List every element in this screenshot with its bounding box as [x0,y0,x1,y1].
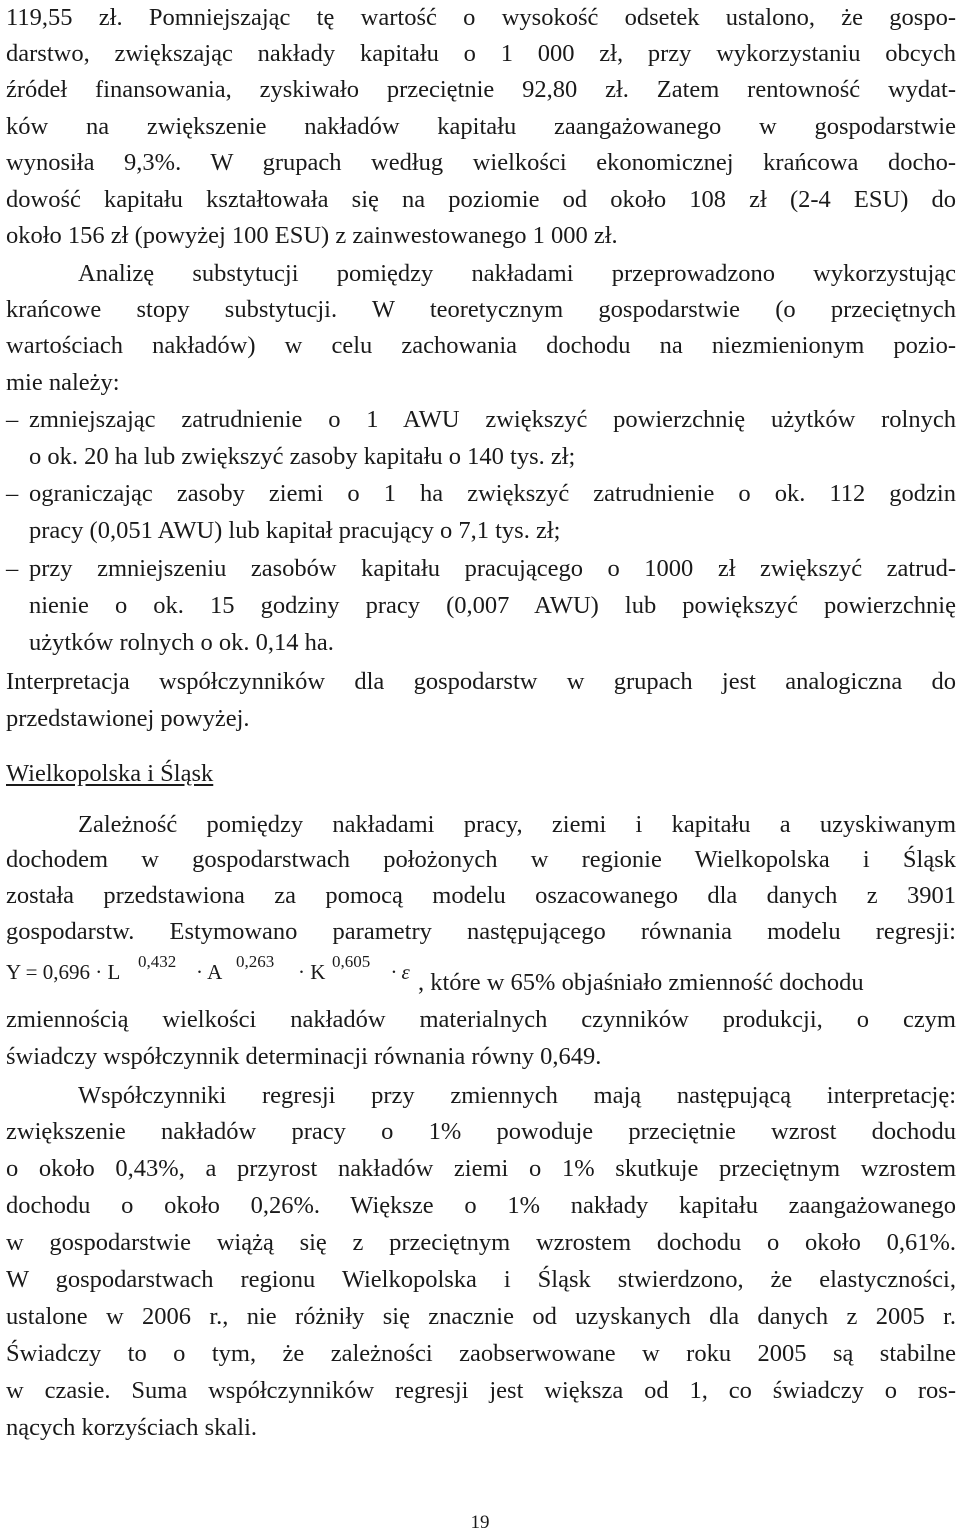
paragraph-line: przedstawionej powyżej. [6,705,250,732]
paragraph-line: świadczy współczynnik determinacji równania równy 0,649. [6,1043,602,1070]
paragraph-line: została przedstawiona za pomocą modelu oszacowanego dla danych z 3901 [6,882,956,909]
paragraph-line: ków na zwiększenie nakładów kapitału zaangażowanego w gospodarstwie [6,113,956,140]
paragraph-line: wynosiła 9,3%. W grupach według wielkości ekonomicznej krańcowa docho- [6,149,956,176]
paragraph-line: 119,55 zł. Pomniejszając tę wartość o wysokość odsetek ustalono, że gospo- [6,4,956,31]
paragraph-line: Interpretacja współczynników dla gospodarstw w grupach jest analogiczna do [6,668,956,695]
formula-line [6,950,956,996]
bullet-marker: – [6,555,19,582]
paragraph-line: około 156 zł (powyżej 100 ESU) z zainwestowanego 1 000 zł. [6,222,618,249]
paragraph-line: ustalone w 2006 r., nie różniły się znacznie od uzyskanych dla danych z 2005 r. [6,1303,956,1330]
formula-A: · A [196,960,223,984]
paragraph-line: mie należy: [6,369,120,396]
formula-K: · K [298,960,326,984]
paragraph-line: Zależność pomiędzy nakładami pracy, ziemi i kapitału a uzyskiwanym [78,811,956,838]
formula-lhs: Y = 0,696 · L [6,960,121,984]
formula-epsilon: · ε [391,960,410,984]
formula-exponent-A: 0,263 [236,952,275,971]
paragraph-line: w czasie. Suma współczynników regresji jest większa od 1, co świadczy o ros- [6,1377,956,1404]
paragraph-line: W gospodarstwach regionu Wielkopolska i Śląsk stwierdzono, że elastyczności, [6,1266,956,1293]
paragraph-line: dowość kapitału kształtowała się na poziomie od około 108 zł (2-4 ESU) do [6,186,956,213]
section-heading: Wielkopolska i Śląsk [6,760,214,787]
list-item-line: użytków rolnych o ok. 0,14 ha. [29,629,334,656]
paragraph-line: zwiększenie nakładów pracy o 1% powoduje przeciętnie wzrost dochodu [6,1118,956,1145]
page-number: 19 [470,1512,490,1533]
formula-trailing-text: , które w 65% objaśniało zmienność dochodu [418,969,864,996]
list-item-line: zmniejszając zatrudnienie o 1 AWU zwiększyć powierzchnię użytków rolnych [29,406,956,433]
bullet-marker: – [6,406,19,433]
list-item-line: pracy (0,051 AWU) lub kapitał pracujący o 7,1 tys. zł; [29,517,561,544]
paragraph-line: Analizę substytucji pomiędzy nakładami przeprowadzono wykorzystując [78,260,956,287]
paragraph-line: o około 0,43%, a przyrost nakładów ziemi o 1% skutkuje przeciętnym wzrostem [6,1155,956,1182]
paragraph-line: dochodu o około 0,26%. Większe o 1% nakłady kapitału zaangażowanego [6,1192,956,1219]
formula-exponent-L: 0,432 [138,952,177,971]
paragraph-line: w gospodarstwie wiążą się z przeciętnym wzrostem dochodu o około 0,61%. [6,1229,956,1256]
paragraph-line: nących korzyściach skali. [6,1414,258,1441]
bullet-marker: – [6,480,19,507]
paragraph-line: darstwo, zwiększając nakłady kapitału o 1 000 zł, przy wykorzystaniu obcych [6,40,956,67]
paragraph-line: wartościach nakładów) w celu zachowania dochodu na niezmienionym pozio- [6,332,956,359]
list-item-line: przy zmniejszeniu zasobów kapitału pracującego o 1000 zł zwiększyć zatrud- [29,555,956,582]
paragraph-line: Świadczy to o tym, że zależności zaobserwowane w roku 2005 są stabilne [6,1340,956,1367]
paragraph-line: dochodem w gospodarstwach położonych w regionie Wielkopolska i Śląsk [6,846,956,873]
formula-exponent-K: 0,605 [332,952,371,971]
paragraph-line: Współczynniki regresji przy zmiennych mają następującą interpretację: [78,1082,956,1109]
paragraph-line: gospodarstw. Estymowano parametry następującego równania modelu regresji: [6,918,956,945]
list-item-line: ograniczając zasoby ziemi o 1 ha zwiększyć zatrudnienie o ok. 112 godzin [29,480,956,507]
list-item-line: nienie o ok. 15 godziny pracy (0,007 AWU) lub powiększyć powierzchnię [29,592,956,619]
list-item-line: o ok. 20 ha lub zwiększyć zasoby kapitału o 140 tys. zł; [29,443,576,470]
regression-formula [6,950,418,990]
paragraph-line: zmiennością wielkości nakładów materialnych czynników produkcji, o czym [6,1006,956,1033]
paragraph-line: źródeł finansowania, zyskiwało przeciętnie 92,80 zł. Zatem rentowność wydat- [6,76,956,103]
paragraph-line: krańcowe stopy substytucji. W teoretycznym gospodarstwie (o przeciętnych [6,296,956,323]
